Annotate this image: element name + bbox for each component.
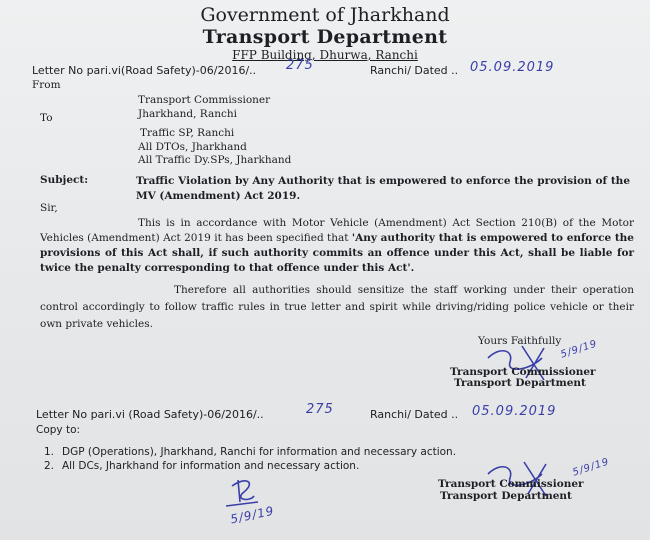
from-line-1: Transport Commissioner — [138, 94, 271, 106]
copy-dated-label: Ranchi/ Dated .. — [370, 408, 459, 421]
letter-number-label: Letter No pari.vi(Road Safety)-06/2016/.. — [32, 64, 257, 77]
to-label: To — [40, 112, 53, 124]
from-line-2: Jharkhand, Ranchi — [138, 108, 237, 120]
paragraph-1-bold: 'Any authority that is empowered to enforce the provisions of this Act shall, if such authority commits an offence under this Act, shall be liable for twice the penalty corresponding to that offence under this Act'. — [40, 232, 634, 274]
salutation: Sir, — [40, 202, 58, 214]
yours-faithfully: Yours Faithfully — [478, 335, 562, 347]
paragraph-1-normal: This is in accordance with Motor Vehicle (Amendment) Act Section 210(B) of the Motor Vehicles (Amendment) Act 2019 it has been specified that — [40, 217, 634, 244]
copy-item-2-text: All DCs, Jharkhand for information and necessary action. — [62, 460, 360, 472]
letter-dated-label: Ranchi/ Dated .. — [370, 64, 459, 77]
copy-item-1-number: 1. — [44, 446, 55, 458]
closing2-title-1: Transport Commissioner — [438, 478, 584, 490]
to-line-3: All Traffic Dy.SPs, Jharkhand — [138, 154, 292, 166]
margin-note-date: 5/9/19 — [229, 503, 276, 527]
copy-letter-number-handwritten: 275 — [306, 402, 334, 417]
department-heading: Transport Department — [202, 26, 448, 48]
letter-date-handwritten: 05.09.2019 — [470, 60, 555, 75]
subject-text: Traffic Violation by Any Authority that is empowered to enforce the provision of the MV (Amendment) Act 2019. — [136, 175, 630, 202]
copy-date-handwritten: 05.09.2019 — [472, 404, 557, 419]
closing-title-1: Transport Commissioner — [450, 366, 596, 378]
copy-letter-number-label: Letter No pari.vi (Road Safety)-06/2016/.. — [36, 408, 264, 421]
copy-item-1-text: DGP (Operations), Jharkhand, Ranchi for information and necessary action. — [62, 446, 457, 458]
paragraph-2: Therefore all authorities should sensitize the staff working under their operation control accordingly to follow traffic rules in true letter and spirit while driving/riding police vehicle or their own private vehicles. — [40, 284, 634, 330]
paragraph-1 — [40, 216, 634, 276]
government-heading: Government of Jharkhand — [200, 4, 450, 26]
department-address: FFP Building, Dhurwa, Ranchi — [232, 48, 418, 62]
signature-2-date: 5/9/19 — [571, 456, 611, 479]
subject-label: Subject: — [40, 174, 89, 186]
from-label: From — [32, 79, 61, 91]
closing-title-2: Transport Department — [454, 377, 586, 389]
signature-1-date: 5/9/19 — [559, 338, 599, 361]
copy-to-label: Copy to: — [36, 424, 81, 436]
copy-item-2-number: 2. — [44, 460, 55, 472]
to-line-1: Traffic SP, Ranchi — [140, 127, 235, 139]
letter-number-handwritten: 275 — [286, 58, 314, 73]
to-line-2: All DTOs, Jharkhand — [138, 141, 247, 153]
closing2-title-2: Transport Department — [440, 490, 572, 502]
